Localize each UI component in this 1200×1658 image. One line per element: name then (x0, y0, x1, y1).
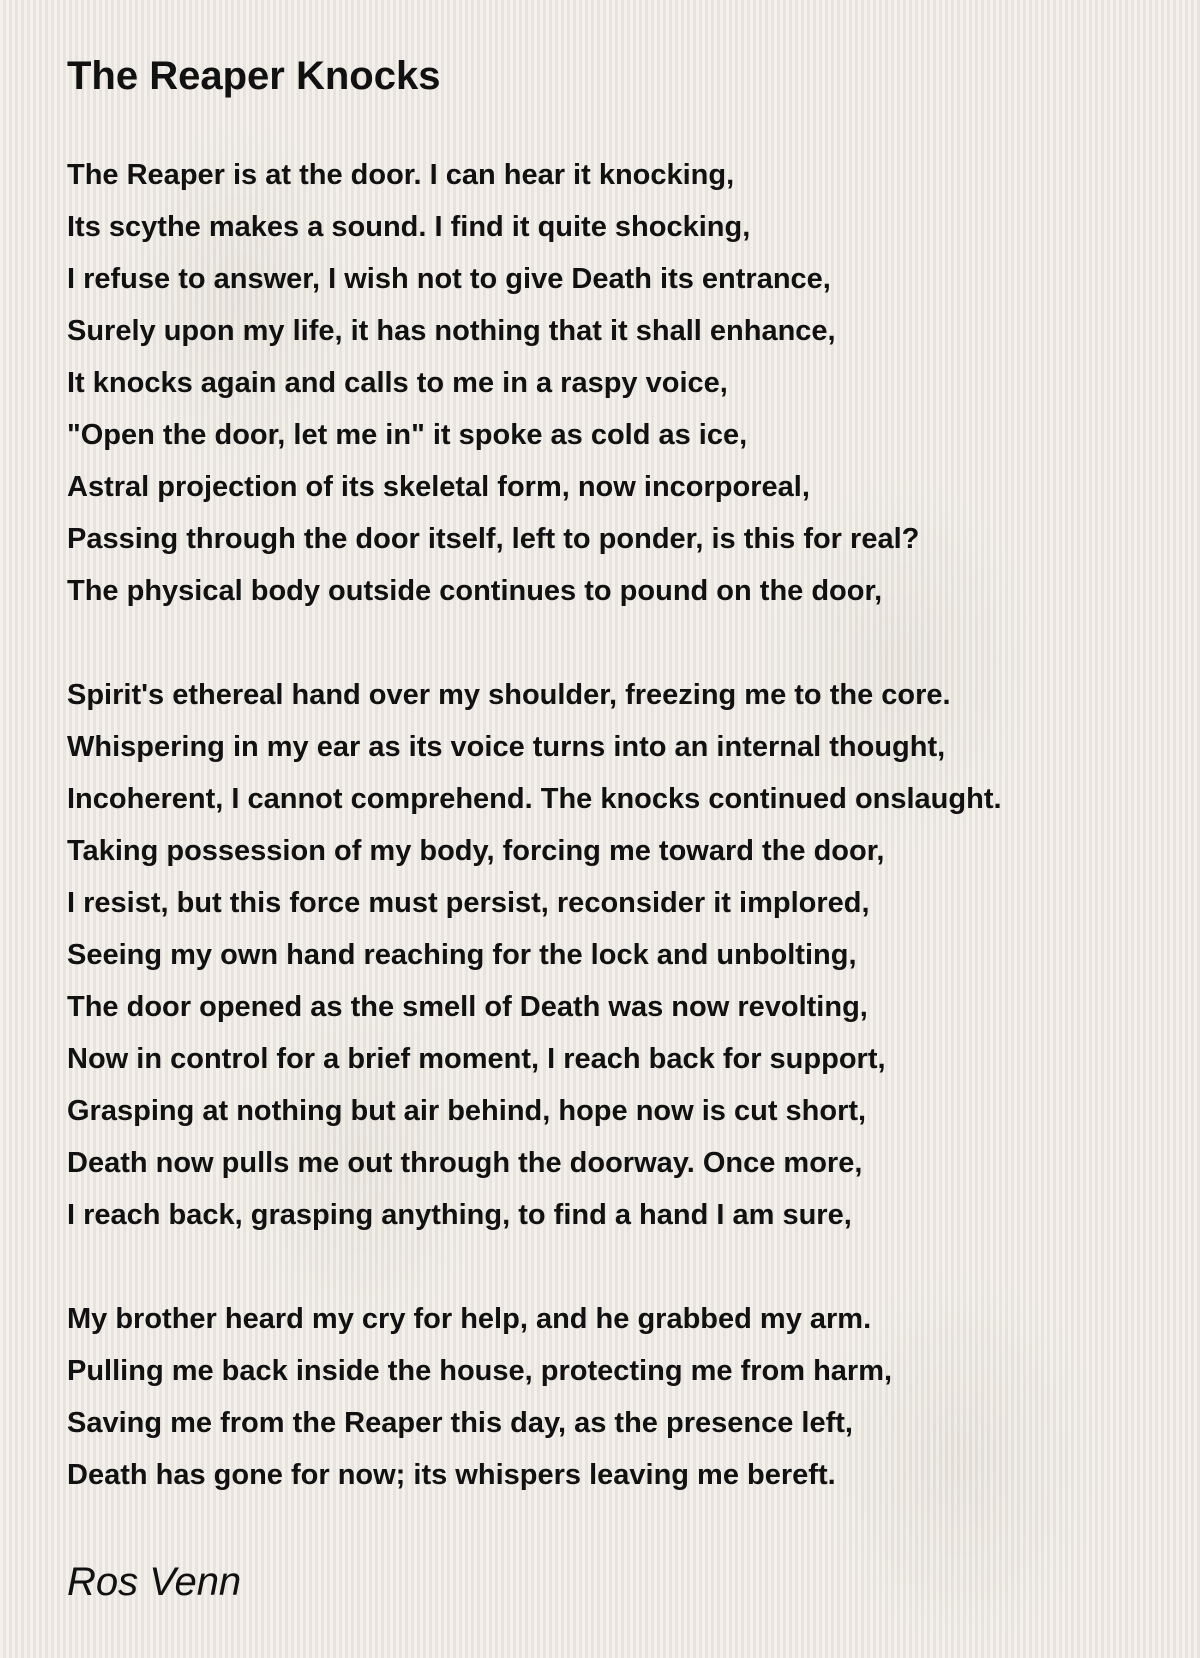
poem-line: Whispering in my ear as its voice turns into an internal thought, (67, 731, 946, 763)
poem-author: Ros Venn (67, 1560, 242, 1604)
poem-title: The Reaper Knocks (67, 54, 441, 98)
poem-line: Spirit's ethereal hand over my shoulder, freezing me to the core. (67, 679, 951, 711)
poem-line: Its scythe makes a sound. I find it quite shocking, (67, 211, 751, 243)
poem-line: The physical body outside continues to pound on the door, (67, 575, 883, 607)
stanza-1 (67, 149, 1167, 617)
poem-line: Pulling me back inside the house, protecting me from harm, (67, 1355, 893, 1387)
poem-line: Death has gone for now; its whispers leaving me bereft. (67, 1459, 836, 1491)
poem-line: Now in control for a brief moment, I reach back for support, (67, 1043, 886, 1075)
poem-line: I resist, but this force must persist, reconsider it implored, (67, 887, 870, 919)
poem-line: The Reaper is at the door. I can hear it knocking, (67, 159, 735, 191)
poem-line: The door opened as the smell of Death was now revolting, (67, 991, 868, 1023)
stanza-2 (67, 669, 1167, 1241)
poem-line: Surely upon my life, it has nothing that it shall enhance, (67, 315, 836, 347)
poem-line: Death now pulls me out through the doorway. Once more, (67, 1147, 863, 1179)
poem-page (67, 52, 1167, 1604)
poem-line: Incoherent, I cannot comprehend. The knocks continued onslaught. (67, 783, 1002, 815)
poem-line: Astral projection of its skeletal form, now incorporeal, (67, 471, 810, 503)
poem-body (67, 149, 1167, 1553)
poem-line: I reach back, grasping anything, to find a hand I am sure, (67, 1199, 852, 1231)
poem-line: Passing through the door itself, left to ponder, is this for real? (67, 523, 920, 555)
poem-line: I refuse to answer, I wish not to give Death its entrance, (67, 263, 831, 295)
poem-line: Grasping at nothing but air behind, hope now is cut short, (67, 1095, 867, 1127)
poem-line: Saving me from the Reaper this day, as the presence left, (67, 1407, 853, 1439)
stanza-3 (67, 1293, 1167, 1501)
poem-line: Seeing my own hand reaching for the lock and unbolting, (67, 939, 857, 971)
poem-line: My brother heard my cry for help, and he grabbed my arm. (67, 1303, 872, 1335)
poem-line: Taking possession of my body, forcing me toward the door, (67, 835, 885, 867)
poem-line: "Open the door, let me in" it spoke as cold as ice, (67, 419, 748, 451)
poem-line: It knocks again and calls to me in a raspy voice, (67, 367, 728, 399)
